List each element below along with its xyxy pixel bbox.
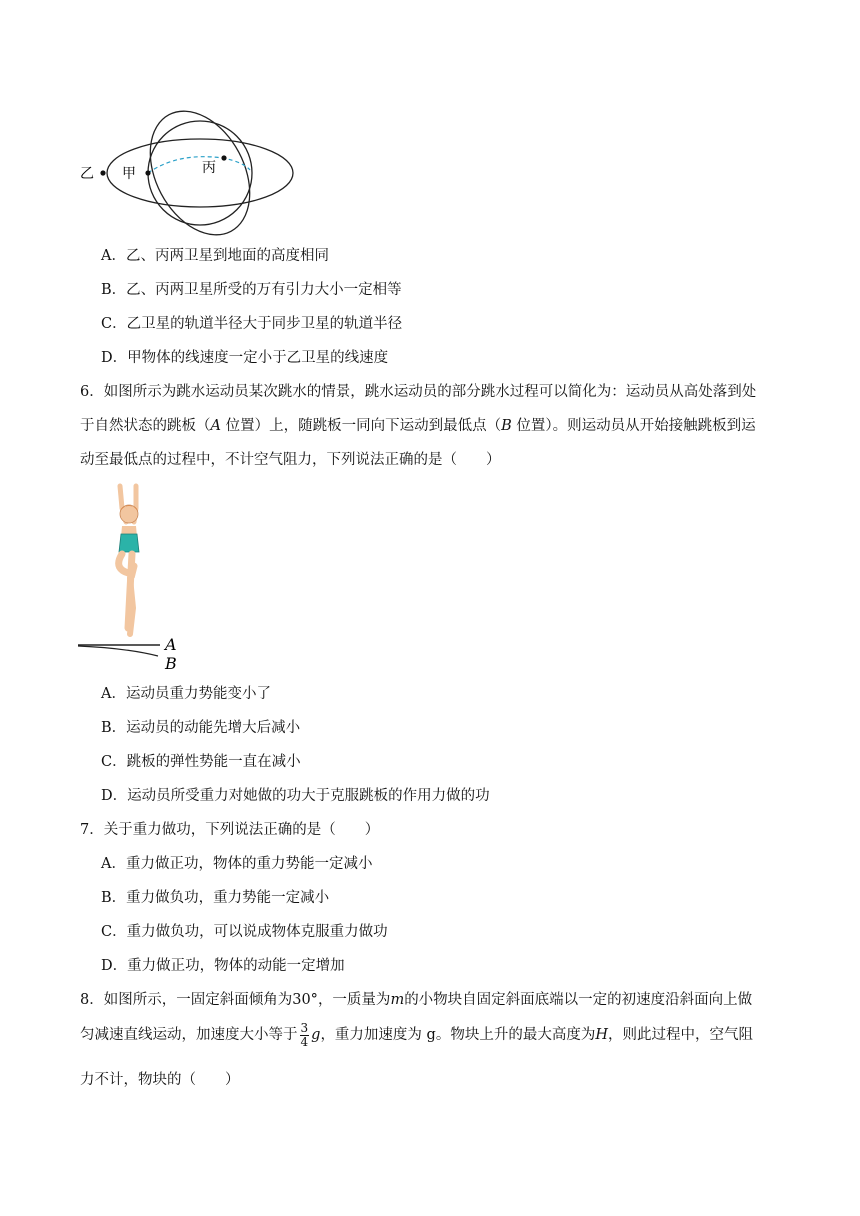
q7-stem: 7．关于重力做功，下列说法正确的是（ ） (80, 822, 380, 838)
q8-l1-part1: 8．如图所示，一固定斜面倾角为 (80, 992, 293, 1008)
label-jia: 甲 (122, 166, 136, 182)
orbit-diagram (78, 100, 308, 240)
label-yi: 乙 (80, 166, 94, 182)
diver-figure (76, 478, 196, 674)
q6-line2-part2: 位置）上，随跳板一同向下运动到最低点（ (220, 418, 502, 434)
q5-option-b: B．乙、丙两卫星所受的万有引力大小一定相等 (101, 282, 402, 298)
fraction-denominator: 4 (300, 1034, 309, 1049)
q8-l1-part3: 的小物块自固定斜面底端以一定的初速度沿斜面向上做 (404, 992, 753, 1008)
q8-l1-part2: ，一质量为 (317, 992, 391, 1008)
q6-label-A-inline: A (210, 418, 221, 434)
satellite-yi-dot (100, 170, 105, 175)
q8-g-symbol: g (311, 1027, 321, 1043)
q6-line2-part1: 于自然状态的跳板（ (80, 418, 211, 434)
q6-line2-part3: 位置）。则运动员从开始接触跳板到运 (511, 418, 756, 434)
q6-stem-line3: 动至最低点的过程中，不计空气阻力，下列说法正确的是（ ） (80, 452, 501, 468)
q6-stem-line2 (80, 416, 756, 436)
q7-option-d: D．重力做正功，物体的动能一定增加 (101, 958, 345, 974)
object-jia-dot (145, 170, 150, 175)
q7-option-c: C．重力做负功，可以说成物体克服重力做功 (101, 924, 388, 940)
q8-l2-part2: ，重力加速度为 g。物块上升的最大高度为 (320, 1027, 596, 1043)
dashed-arc (148, 157, 250, 173)
orbit-figure (78, 100, 308, 240)
q8-l2-part1: 匀减速直线运动，加速度大小等于 (80, 1027, 298, 1043)
fraction-numerator: 3 (300, 1020, 309, 1035)
fig-label-B: B (165, 654, 177, 673)
q8-height-symbol: H (595, 1027, 608, 1043)
board-position-b (78, 646, 158, 656)
fig-label-A: A (165, 635, 177, 654)
q8-stem-line1 (80, 990, 752, 1010)
q6-option-b: B．运动员的动能先增大后减小 (101, 720, 301, 736)
q6-stem-line1: 6．如图所示为跳水运动员某次跳水的情景，跳水运动员的部分跳水过程可以简化为：运动员从高处落到处 (80, 384, 757, 400)
q7-option-a: A．重力做正功，物体的重力势能一定减小 (101, 856, 373, 872)
q8-mass-symbol: m (390, 992, 405, 1008)
q6-label-B-inline: B (501, 418, 512, 434)
q7-option-b: B．重力做负功，重力势能一定减小 (101, 890, 330, 906)
q5-option-c: C．乙卫星的轨道半径大于同步卫星的轨道半径 (101, 316, 403, 332)
q8-stem-line2 (80, 1018, 753, 1052)
satellite-bing-dot (221, 155, 226, 160)
q6-option-a: A．运动员重力势能变小了 (101, 686, 271, 702)
q8-angle: 30° (292, 992, 318, 1008)
fraction-three-quarters (300, 1022, 310, 1049)
q8-l2-part3: ，则此过程中，空气阻 (607, 1027, 753, 1043)
earth-outline (148, 121, 252, 225)
q5-option-d: D．甲物体的线速度一定小于乙卫星的线速度 (101, 350, 389, 366)
diver-illustration (76, 478, 196, 674)
q6-option-d: D．运动员所受重力对她做的功大于克服跳板的作用力做的功 (101, 788, 490, 804)
label-bing: 丙 (202, 160, 216, 176)
q8-stem-line3: 力不计，物块的（ ） (80, 1072, 240, 1088)
q5-option-a: A．乙、丙两卫星到地面的高度相同 (101, 248, 329, 264)
q6-option-c: C．跳板的弹性势能一直在减小 (101, 754, 301, 770)
